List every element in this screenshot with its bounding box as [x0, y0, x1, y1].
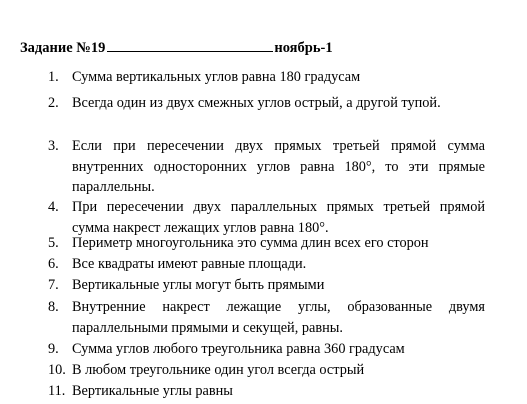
item-text: При пересечении двух параллельных прямых третьей прямой сумма накрест лежащих углов равна 180°.	[72, 199, 485, 236]
item-text: Всегда один из двух смежных углов острый, а другой тупой.	[72, 95, 441, 111]
item-number: 1.	[48, 69, 59, 85]
item-number: 8.	[48, 299, 59, 315]
item-number: 5.	[48, 235, 59, 251]
item-number: 2.	[48, 95, 59, 111]
item-text: Сумма вертикальных углов равна 180 градусам	[72, 69, 361, 85]
task-title-suffix: ноябрь-1	[274, 40, 333, 56]
item-text: Вертикальные углы могут быть прямыми	[72, 277, 325, 293]
item-text: Все квадраты имеют равные площади.	[72, 256, 307, 272]
item-number: 4.	[48, 199, 59, 215]
item-number: 3.	[48, 138, 59, 154]
item-number: 11.	[48, 383, 66, 399]
item-text: Если при пересечении двух прямых третьей прямой сумма внутренних односторонних углов равна 180°, то эти прямые параллельны.	[72, 138, 485, 195]
task-title-prefix: Задание №19	[20, 40, 106, 56]
item-number: 10.	[48, 362, 66, 378]
item-text: Сумма углов любого треугольника равна 360 градусам	[72, 341, 405, 357]
item-text: В любом треугольнике один угол всегда острый	[72, 362, 365, 378]
item-number: 7.	[48, 277, 59, 293]
item-number: 6.	[48, 256, 59, 272]
item-number: 9.	[48, 341, 59, 357]
item-text: Внутренние накрест лежащие углы, образованные двумя параллельными прямыми и секущей, равны.	[72, 299, 485, 336]
item-text: Вертикальные углы равны	[72, 383, 233, 399]
item-text: Периметр многоугольника это сумма длин всех его сторон	[72, 235, 429, 251]
